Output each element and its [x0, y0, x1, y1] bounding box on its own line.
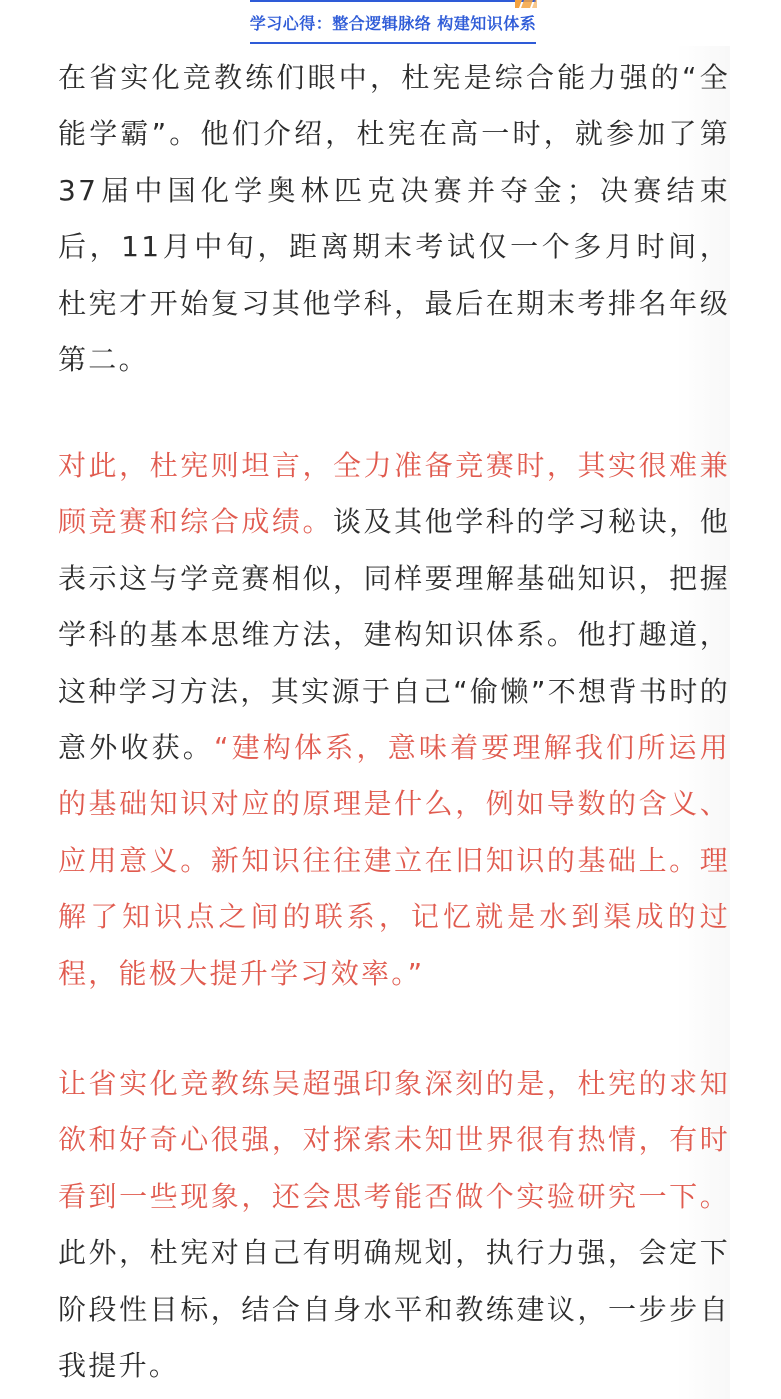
- article-section-header: [250, 0, 536, 44]
- paragraph-2-text: 谈及其他学科的学习秘诀，他表示这与学竞赛相似，同样要理解基础知识，把握学科的基本思维方法，建构知识体系。他打趣道，这种学习方法，其实源于自己“偷懒”不想背书时的意外收获。: [58, 505, 730, 765]
- paragraph-2-highlight-1: 对此，杜宪则坦言，全力准备竞赛时，其实很难兼顾竞赛和综合成绩。: [58, 449, 730, 539]
- section-title: 学习心得：整合逻辑脉络 构建知识体系: [249, 13, 537, 33]
- paragraph-3-text: 此外，杜宪对自己有明确规划，执行力强，会定下阶段性目标，结合自身水平和教练建议，一步步自我提升。: [58, 1236, 730, 1383]
- paragraph-1-text: 在省实化竞教练们眼中，杜宪是综合能力强的“全能学霸”。他们介绍，杜宪在高一时，就参加了第37届中国化学奥林匹克决赛并夺金；决赛结束后，11月中旬，距离期末考试仅一个多月时间，杜宪才开始复习其他学科，最后在期末考排名年级第二。: [58, 61, 730, 377]
- article-body: [58, 46, 730, 1399]
- paragraph-3: [58, 1056, 730, 1394]
- paragraph-3-highlight: 让省实化竞教练吴超强印象深刻的是，杜宪的求知欲和好奇心很强，对探索未知世界很有热情，有时看到一些现象，还会思考能否做个实验研究一下。: [58, 1067, 730, 1213]
- paragraph-2-quote-highlight: “建构体系，意味着要理解我们所运用的基础知识对应的原理是什么，例如导数的含义、应用意义。新知识往往建立在旧知识的基础上。理解了知识点之间的联系，记忆就是水到渠成的过程，能极大提升学习效率。”: [58, 731, 730, 990]
- decorative-arrow-icon: [515, 0, 537, 8]
- paragraph-2: [58, 438, 730, 1002]
- paragraph-1: [58, 50, 730, 388]
